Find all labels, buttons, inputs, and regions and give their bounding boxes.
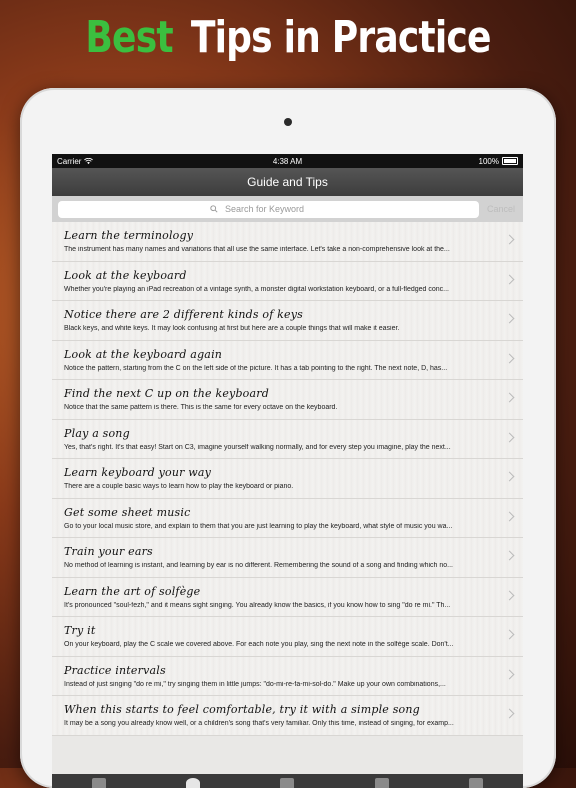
list-item[interactable] — [52, 617, 523, 657]
app-screen — [52, 154, 523, 788]
page-title: Guide and Tips — [247, 175, 328, 189]
item-subtitle: Notice the pattern, starting from the C on the left side of the picture. It has a tab pointing to the right. The next note, D, has... — [64, 364, 448, 372]
search-field[interactable] — [58, 201, 479, 218]
wifi-icon — [84, 158, 93, 165]
chevron-right-icon — [505, 590, 515, 600]
chevron-right-icon — [505, 432, 515, 442]
chevron-right-icon — [505, 274, 515, 284]
item-subtitle: No method of learning is instant, and learning by ear is no different. Remembering the sound of a song and finding which no... — [64, 562, 453, 570]
battery-icon — [502, 157, 518, 165]
chevron-right-icon — [505, 551, 515, 561]
item-subtitle: On your keyboard, play the C scale we covered above. For each note you play, sing the next note in the solfège scale. Don't... — [64, 641, 454, 649]
list-item[interactable] — [52, 578, 523, 618]
battery-percent: 100% — [478, 156, 499, 166]
headline-accent-word: Best — [85, 12, 173, 63]
item-subtitle: Black keys, and white keys. It may look confusing at first but here are a couple things that will make it easier. — [64, 325, 400, 333]
item-subtitle: There are a couple basic ways to learn how to play the keyboard or piano. — [64, 483, 294, 491]
item-title: Try it — [64, 624, 96, 638]
item-subtitle: Instead of just singing "do re mi," try singing them in little jumps: "do-mi-re-fa-mi-sol-do." Make up your own combinations,... — [64, 680, 446, 688]
list-item[interactable] — [52, 301, 523, 341]
search-input[interactable] — [223, 203, 327, 215]
carrier-label: Carrier — [57, 156, 82, 166]
item-title: Learn the terminology — [64, 229, 194, 243]
tab-twitter-icon[interactable] — [280, 778, 294, 788]
chevron-right-icon — [505, 709, 515, 719]
chevron-right-icon — [505, 511, 515, 521]
item-title: Train your ears — [64, 545, 153, 559]
item-title: Learn keyboard your way — [64, 466, 212, 480]
chevron-right-icon — [505, 235, 515, 245]
item-subtitle: Yes, that's right. It's that easy! Start on C3, imagine yourself walking normally, and for every step you imagine, play the next... — [64, 443, 451, 451]
tips-list — [52, 222, 523, 736]
chevron-right-icon — [505, 393, 515, 403]
navigation-bar — [52, 168, 523, 196]
item-subtitle: Notice that the same pattern is there. This is the same for every octave on the keyboard. — [64, 404, 338, 412]
item-title: Practice intervals — [64, 663, 166, 677]
item-title: Learn the art of solfège — [64, 584, 201, 598]
tab-book-icon[interactable] — [92, 778, 106, 788]
item-title: Look at the keyboard again — [64, 347, 223, 361]
item-subtitle: It may be a song you already know well, or a children's song that's very familiar. Only this time, instead of singing, for examp... — [64, 720, 454, 728]
chevron-right-icon — [505, 353, 515, 363]
item-subtitle: The instrument has many names and variations that all use the same interface. Let's take a non-comprehensive look at the... — [64, 246, 450, 254]
promo-headline — [52, 12, 524, 63]
headline-main-text: Tips in Practice — [190, 12, 491, 63]
tab-notes-icon[interactable] — [375, 778, 389, 788]
tab-gamepad-icon[interactable] — [186, 778, 200, 788]
chevron-right-icon — [505, 630, 515, 640]
item-subtitle: Go to your local music store, and explain to them that you are just learning to play the keyboard, what style of music you wa... — [64, 522, 453, 530]
list-item[interactable] — [52, 222, 523, 262]
list-item[interactable] — [52, 696, 523, 736]
list-item[interactable] — [52, 341, 523, 381]
list-item[interactable] — [52, 380, 523, 420]
search-bar — [52, 196, 523, 222]
item-title: When this starts to feel comfortable, try it with a simple song — [64, 703, 420, 717]
item-title: Get some sheet music — [64, 505, 191, 519]
chevron-right-icon — [505, 472, 515, 482]
status-bar — [52, 154, 523, 168]
chevron-right-icon — [505, 314, 515, 324]
list-item[interactable] — [52, 420, 523, 460]
list-item[interactable] — [52, 657, 523, 697]
item-title: Notice there are 2 different kinds of keys — [64, 308, 304, 322]
item-title: Look at the keyboard — [64, 268, 187, 282]
tablet-frame — [20, 88, 556, 788]
tab-more-icon[interactable] — [469, 778, 483, 788]
item-subtitle: Whether you're playing an iPad recreation of a vintage synth, a monster digital workstation keyboard, or a full-fledged conc... — [64, 285, 449, 293]
list-item[interactable] — [52, 459, 523, 499]
tab-bar — [52, 774, 523, 788]
camera-dot — [284, 118, 292, 126]
search-icon — [210, 205, 218, 213]
list-item[interactable] — [52, 499, 523, 539]
clock: 4:38 AM — [272, 156, 303, 166]
item-title: Find the next C up on the keyboard — [64, 387, 269, 401]
item-subtitle: It's pronounced "soul-fezh," and it means sight singing. You already know the basics, if you know how to sing "do re mi." Th... — [64, 601, 451, 609]
list-item[interactable] — [52, 538, 523, 578]
cancel-button[interactable]: Cancel — [486, 204, 515, 214]
list-item[interactable] — [52, 262, 523, 302]
item-title: Play a song — [64, 426, 130, 440]
chevron-right-icon — [505, 669, 515, 679]
